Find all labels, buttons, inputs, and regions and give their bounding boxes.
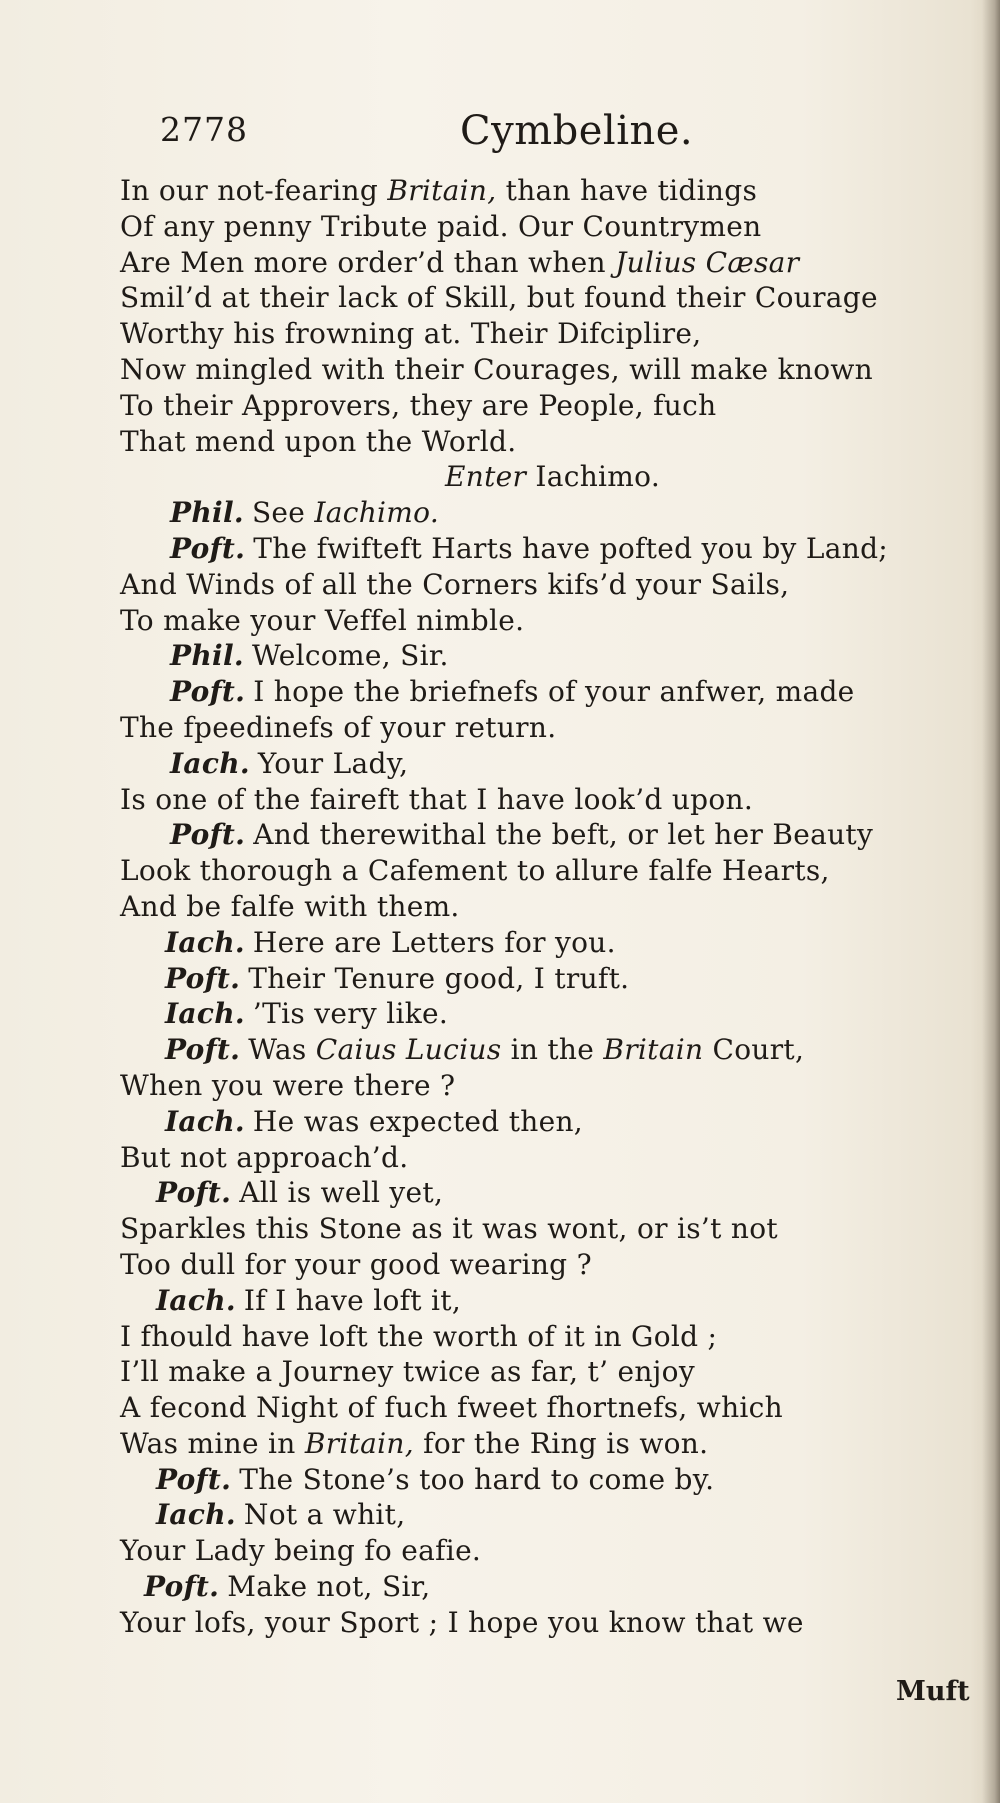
speaker-name: Iach. xyxy=(156,1498,236,1532)
running-title: Cymbeline. xyxy=(460,108,694,154)
line-text: Was xyxy=(248,1033,316,1067)
italic-text: Britain, xyxy=(304,1426,414,1460)
line-text: Court, xyxy=(703,1033,805,1067)
line-text: In our not-fearing xyxy=(120,174,388,207)
italic-text: Julius Cæsar xyxy=(615,245,800,279)
line-text: The Stone’s too hard to come by. xyxy=(239,1462,715,1496)
line-text: Your Lady being fo eafie. xyxy=(120,1534,482,1568)
line-text: Iachimo. xyxy=(526,460,661,494)
text-line xyxy=(120,961,900,997)
speaker-name: Iach. xyxy=(165,1104,245,1138)
text-line xyxy=(120,1104,900,1140)
line-text: Was mine in xyxy=(120,1426,305,1460)
text-line xyxy=(120,245,900,281)
text-line xyxy=(120,459,900,495)
line-text: And be falfe with them. xyxy=(120,889,460,923)
line-text: And therewithal the beft, or let her Beauty xyxy=(253,818,874,852)
speaker-name: Poft. xyxy=(170,675,246,709)
text-line xyxy=(120,388,900,424)
line-text: If I have loft it, xyxy=(243,1283,462,1317)
speaker-name: Poft. xyxy=(156,1462,232,1496)
line-text: See xyxy=(251,496,315,530)
page-number: 2778 xyxy=(160,110,248,149)
text-line xyxy=(120,1211,900,1247)
text-line xyxy=(120,1497,900,1533)
line-text: Their Tenure good, I truft. xyxy=(248,961,630,995)
text-line xyxy=(120,567,900,603)
speaker-name: Poft. xyxy=(144,1570,220,1604)
text-line xyxy=(120,710,900,746)
speaker-name: Iach. xyxy=(170,746,250,780)
text-line xyxy=(120,1569,900,1605)
text-line xyxy=(120,495,900,531)
text-line xyxy=(120,817,900,853)
text-line xyxy=(120,173,900,209)
italic-text: Enter xyxy=(445,460,527,494)
line-text: Now mingled with their Courages, will make known xyxy=(120,352,873,386)
text-line xyxy=(120,638,900,674)
text-line xyxy=(120,1462,900,1498)
speaker-name: Iach. xyxy=(165,925,245,959)
line-text: Sparkles this Stone as it was wont, or is’t not xyxy=(120,1212,778,1246)
text-line xyxy=(120,1283,900,1319)
line-text: I fhould have loft the worth of it in Gold ; xyxy=(120,1319,718,1353)
line-text: Are Men more order’d than when xyxy=(120,245,616,279)
text-line xyxy=(120,853,900,889)
line-text: I’ll make a Journey twice as far, t’ enjoy xyxy=(120,1355,695,1389)
text-line xyxy=(120,1032,900,1068)
line-text: than have tidings xyxy=(496,174,758,207)
line-text: That mend upon the World. xyxy=(120,424,517,458)
page-gutter-shadow xyxy=(982,0,1000,1803)
text-line xyxy=(120,1319,900,1355)
speaker-name: Phil. xyxy=(170,639,244,673)
italic-text: Caius Lucius xyxy=(315,1033,502,1067)
line-text: The fwifteft Harts have pofted you by Land; xyxy=(253,531,889,565)
italic-text: Iachimo. xyxy=(314,496,440,530)
speaker-name: Phil. xyxy=(170,496,244,530)
line-text: The fpeedinefs of your return. xyxy=(120,710,557,744)
text-line xyxy=(120,1247,900,1283)
line-text: I hope the briefnefs of your anfwer, made xyxy=(253,675,855,709)
page-header xyxy=(160,110,760,160)
text-line xyxy=(120,1605,900,1641)
text-line xyxy=(120,889,900,925)
text-line xyxy=(120,280,900,316)
text-line xyxy=(120,1140,900,1176)
speaker-name: Poft. xyxy=(165,961,241,995)
speaker-name: Poft. xyxy=(156,1176,232,1210)
line-text: Of any penny Tribute paid. Our Countrymen xyxy=(120,209,762,243)
text-line xyxy=(120,1533,900,1569)
text-line xyxy=(120,1354,900,1390)
line-text: Worthy his frowning at. Their Difciplire, xyxy=(120,317,702,351)
line-text: When you were there ? xyxy=(120,1068,456,1102)
line-text: Is one of the faireft that I have look’d upon. xyxy=(120,782,754,816)
line-text: Look thorough a Cafement to allure falfe Hearts, xyxy=(120,854,830,888)
text-line xyxy=(120,1390,900,1426)
text-line xyxy=(120,925,900,961)
line-text: Not a whit, xyxy=(243,1498,406,1532)
speaker-name: Iach. xyxy=(156,1283,236,1317)
speaker-name: Poft. xyxy=(170,531,246,565)
text-line xyxy=(120,424,900,460)
play-text xyxy=(120,173,900,1641)
speaker-name: Iach. xyxy=(165,997,245,1031)
line-text: for the Ring is won. xyxy=(413,1426,709,1460)
text-line xyxy=(120,746,900,782)
line-text: Your Lady, xyxy=(257,746,409,780)
speaker-name: Poft. xyxy=(170,818,246,852)
catchword: Muft xyxy=(896,1676,970,1707)
line-text: Your lofs, your Sport ; I hope you know that we xyxy=(120,1605,804,1639)
line-text: A fecond Night of fuch fweet fhortnefs, which xyxy=(120,1391,783,1425)
text-line xyxy=(120,603,900,639)
line-text: To their Approvers, they are People, fuch xyxy=(120,388,717,422)
line-text: And Winds of all the Corners kifs’d your Sails, xyxy=(120,567,790,601)
text-line xyxy=(120,1175,900,1211)
line-text: Welcome, Sir. xyxy=(251,639,449,673)
text-line xyxy=(120,1426,900,1462)
line-text: Smil’d at their lack of Skill, but found their Courage xyxy=(120,281,878,315)
speaker-name: Poft. xyxy=(165,1033,241,1067)
line-text: Too dull for your good wearing ? xyxy=(120,1247,592,1281)
text-line xyxy=(120,352,900,388)
line-text: All is well yet, xyxy=(239,1176,444,1210)
line-text: in the xyxy=(501,1033,604,1067)
text-line xyxy=(120,316,900,352)
text-line xyxy=(120,674,900,710)
line-text: Make not, Sir, xyxy=(227,1570,431,1604)
line-text: To make your Veffel nimble. xyxy=(120,603,525,637)
line-text: But not approach’d. xyxy=(120,1140,409,1174)
line-text: Here are Letters for you. xyxy=(252,925,616,959)
text-line xyxy=(120,1068,900,1104)
text-line xyxy=(120,782,900,818)
italic-text: Britain xyxy=(603,1033,704,1067)
line-text: He was expected then, xyxy=(252,1104,583,1138)
line-text: ’Tis very like. xyxy=(252,997,449,1031)
text-line xyxy=(120,996,900,1032)
text-line xyxy=(120,209,900,245)
italic-text: Britain, xyxy=(387,174,497,207)
text-line xyxy=(120,531,900,567)
